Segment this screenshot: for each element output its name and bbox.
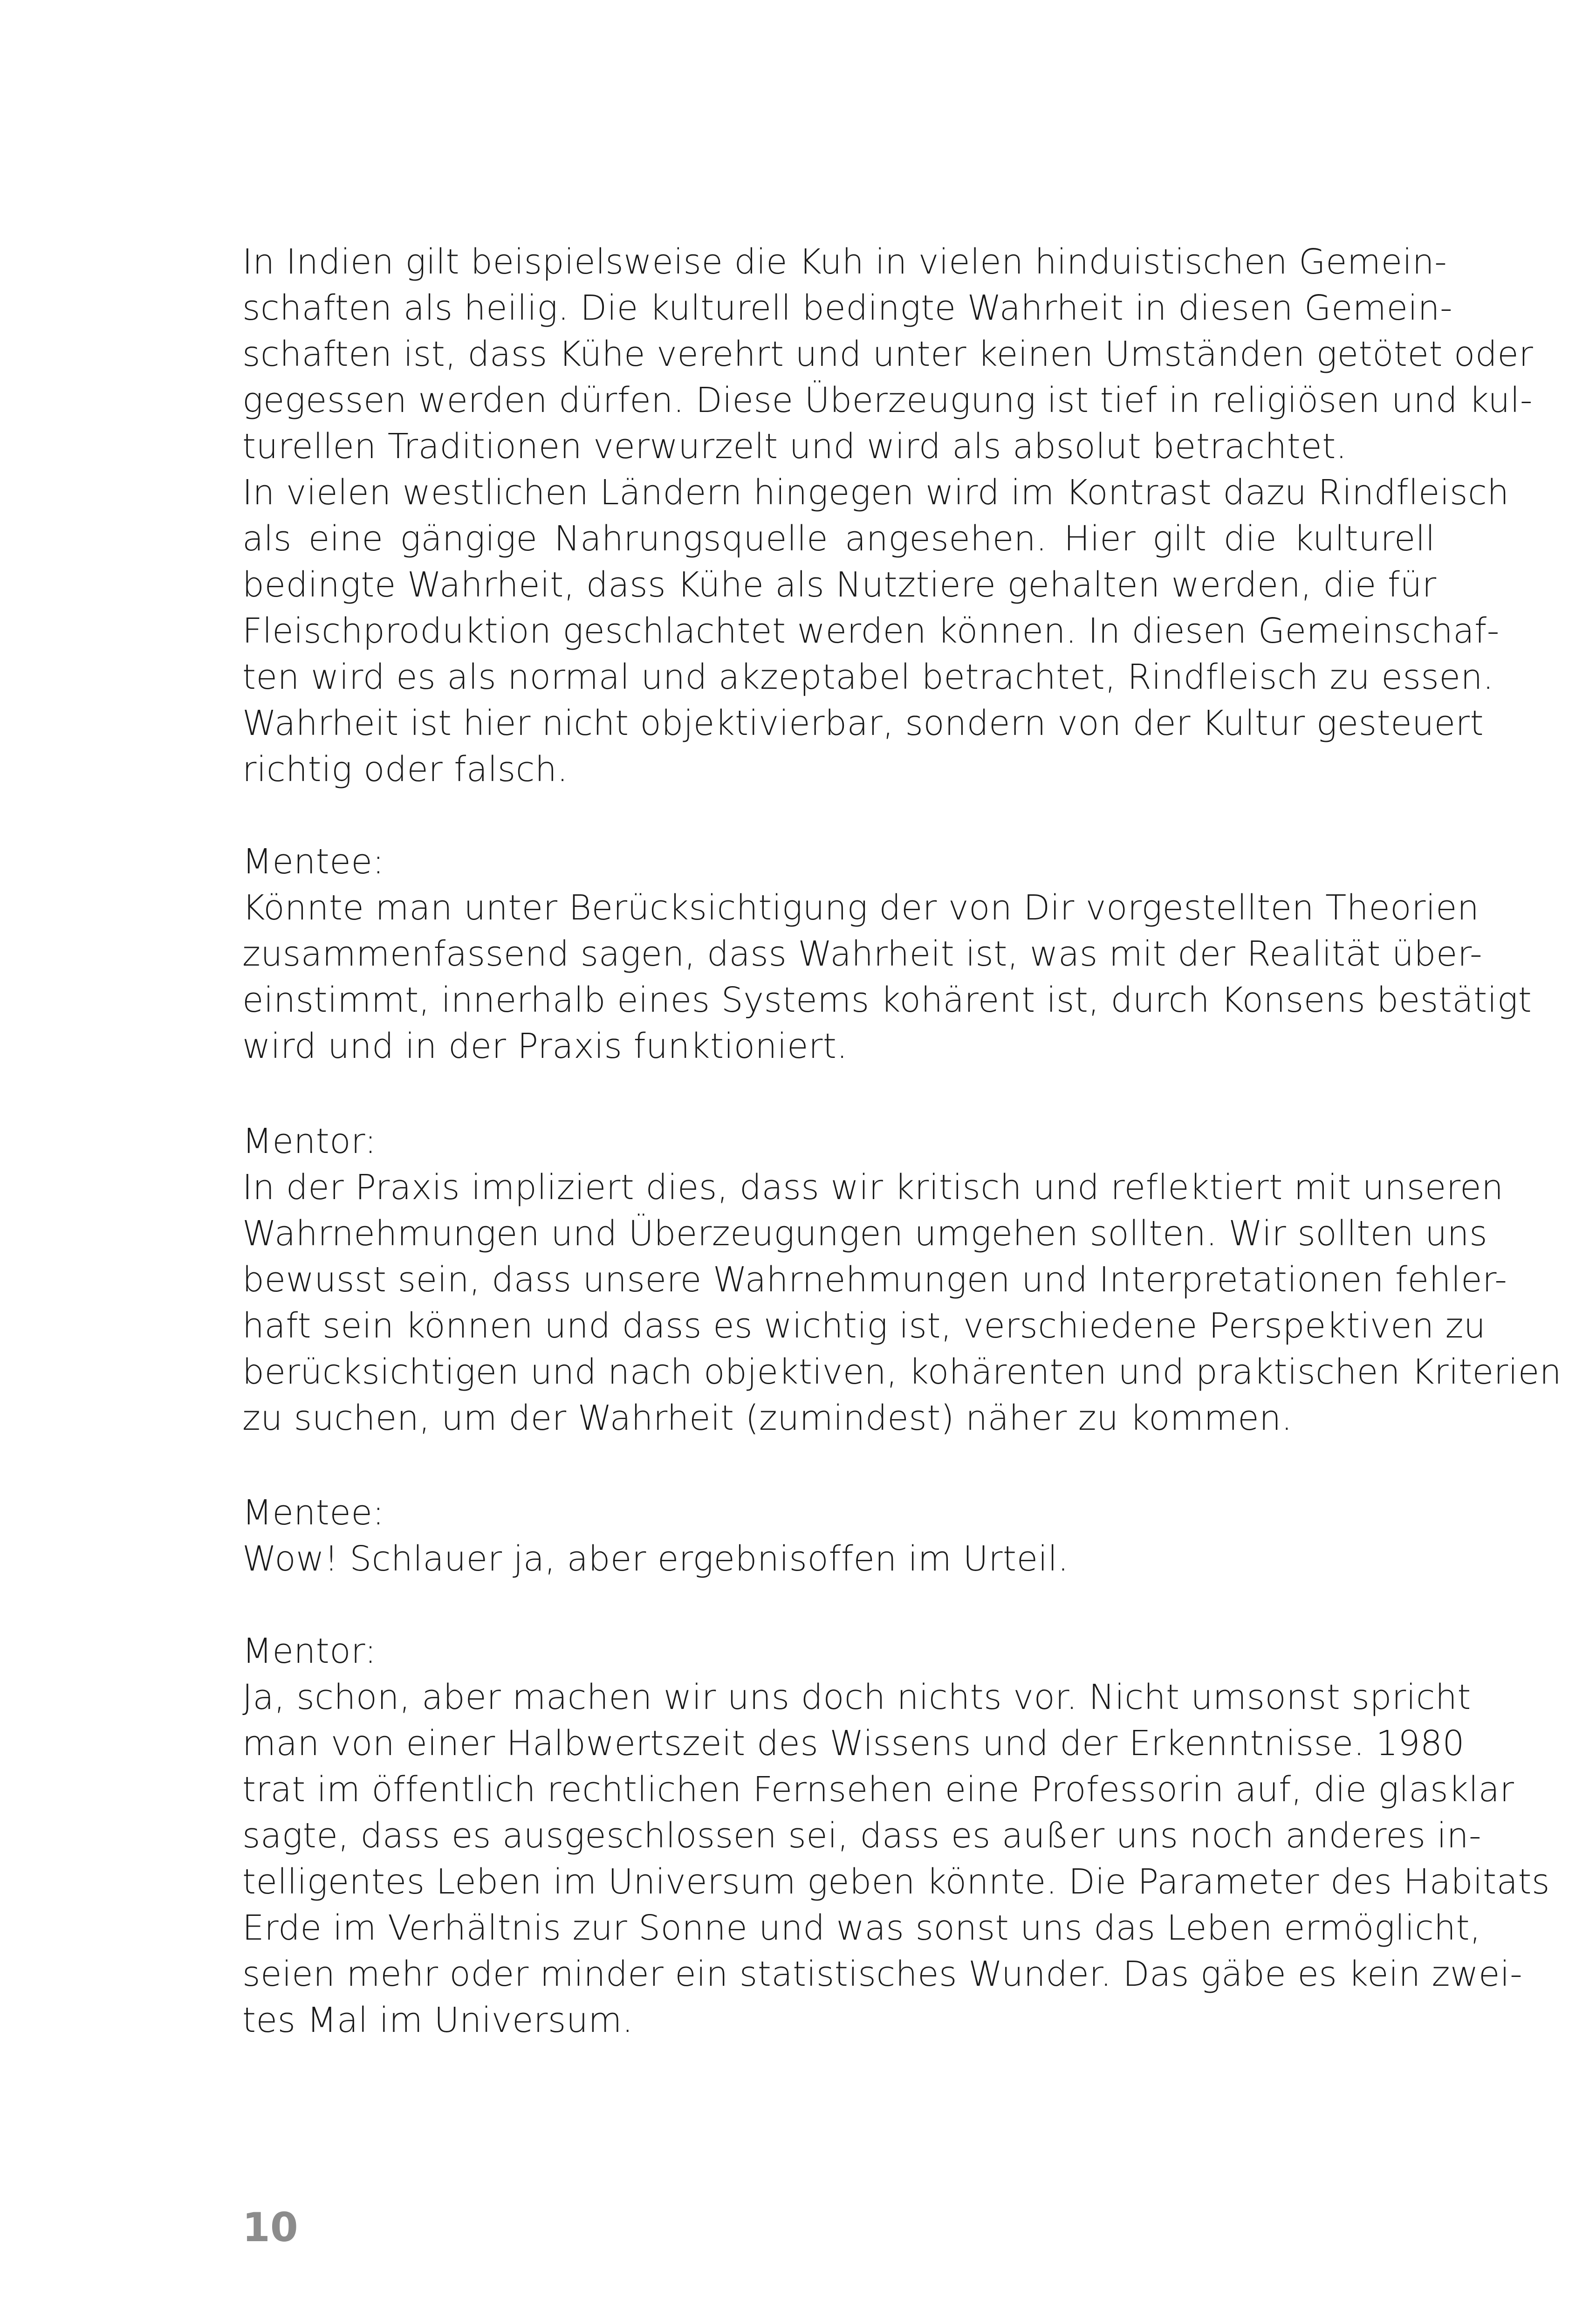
text-line: als eine gängige Nahrungsquelle angesehen. Hier gilt die kulturell xyxy=(242,519,1435,559)
dialogue-mentor-2 xyxy=(242,1628,1550,2044)
text-line: bedingte Wahrheit, dass Kühe als Nutztiere gehalten werden, die für xyxy=(242,565,1437,605)
dialogue-mentee-1 xyxy=(242,839,1532,1070)
page-number: 10 xyxy=(242,2204,298,2251)
text-line: seien mehr oder minder ein statistisches Wunder. Das gäbe es kein zwei- xyxy=(242,1954,1523,1994)
text-line: In Indien gilt beispielsweise die Kuh in vielen hinduistischen Gemein- xyxy=(242,242,1447,282)
text-line: zu suchen, um der Wahrheit (zumindest) näher zu kommen. xyxy=(242,1398,1293,1438)
speaker-label: Mentor: xyxy=(242,1631,377,1671)
text-line: telligentes Leben im Universum geben könnte. Die Parameter des Habitats xyxy=(242,1862,1550,1902)
text-line: einstimmt, innerhalb eines Systems kohärent ist, durch Konsens bestätigt xyxy=(242,980,1532,1020)
text-line: ten wird es als normal und akzeptabel betrachtet, Rindfleisch zu essen. xyxy=(242,657,1494,697)
text-line: sagte, dass es ausgeschlossen sei, dass es außer uns noch anderes in- xyxy=(242,1816,1482,1856)
intro-paragraph-1 xyxy=(242,239,1534,470)
text-line: Könnte man unter Berücksichtigung der von Dir vorgestellten Theorien xyxy=(242,888,1480,928)
text-line: haft sein können und dass es wichtig ist, verschiedene Perspektiven zu xyxy=(242,1306,1486,1346)
dialogue-mentor-1 xyxy=(242,1118,1562,1441)
text-line: trat im öffentlich rechtlichen Fernsehen eine Professorin auf, die glasklar xyxy=(242,1770,1514,1810)
speaker-label: Mentee: xyxy=(242,1493,384,1533)
text-line: Wahrheit ist hier nicht objektivierbar, sondern von der Kultur gesteuert xyxy=(242,703,1484,743)
speaker-label: Mentee: xyxy=(242,842,384,882)
text-line: Wahrnehmungen und Überzeugungen umgehen sollten. Wir sollten uns xyxy=(242,1214,1488,1254)
text-line: Wow! Schlauer ja, aber ergebnisoffen im Urteil. xyxy=(242,1539,1069,1579)
speaker-label: Mentor: xyxy=(242,1121,377,1161)
dialogue-mentee-2 xyxy=(242,1490,1435,1582)
text-line: berücksichtigen und nach objektiven, kohärenten und praktischen Kriterien xyxy=(242,1352,1562,1392)
text-line: bewusst sein, dass unsere Wahrnehmungen und Interpretationen fehler- xyxy=(242,1260,1507,1300)
text-line: tes Mal im Universum. xyxy=(242,2000,633,2040)
text-line: man von einer Halbwertszeit des Wissens und der Erkenntnisse. 1980 xyxy=(242,1723,1465,1763)
text-line: schaften ist, dass Kühe verehrt und unter keinen Umständen getötet oder xyxy=(242,334,1534,374)
text-line: gegessen werden dürfen. Diese Überzeugung ist tief in religiösen und kul- xyxy=(242,380,1533,420)
text-line: In vielen westlichen Ländern hingegen wird im Kontrast dazu Rindfleisch xyxy=(242,473,1509,513)
text-line: Ja, schon, aber machen wir uns doch nichts vor. Nicht umsonst spricht xyxy=(242,1677,1471,1717)
text-line: In der Praxis impliziert dies, dass wir kritisch und reflektiert mit unseren xyxy=(242,1167,1504,1207)
text-line: turellen Traditionen verwurzelt und wird als absolut betrachtet. xyxy=(242,426,1347,467)
text-line: Erde im Verhältnis zur Sonne und was sonst uns das Leben ermöglicht, xyxy=(242,1908,1481,1948)
text-line: wird und in der Praxis funktioniert. xyxy=(242,1026,848,1066)
text-line: schaften als heilig. Die kulturell bedingte Wahrheit in diesen Gemein- xyxy=(242,288,1453,328)
text-line: zusammenfassend sagen, dass Wahrheit ist, was mit der Realität über- xyxy=(242,934,1483,974)
intro-paragraph-2 xyxy=(242,470,1509,793)
text-line: richtig oder falsch. xyxy=(242,749,569,789)
text-line: Fleischproduktion geschlachtet werden können. In diesen Gemeinschaf- xyxy=(242,611,1500,651)
